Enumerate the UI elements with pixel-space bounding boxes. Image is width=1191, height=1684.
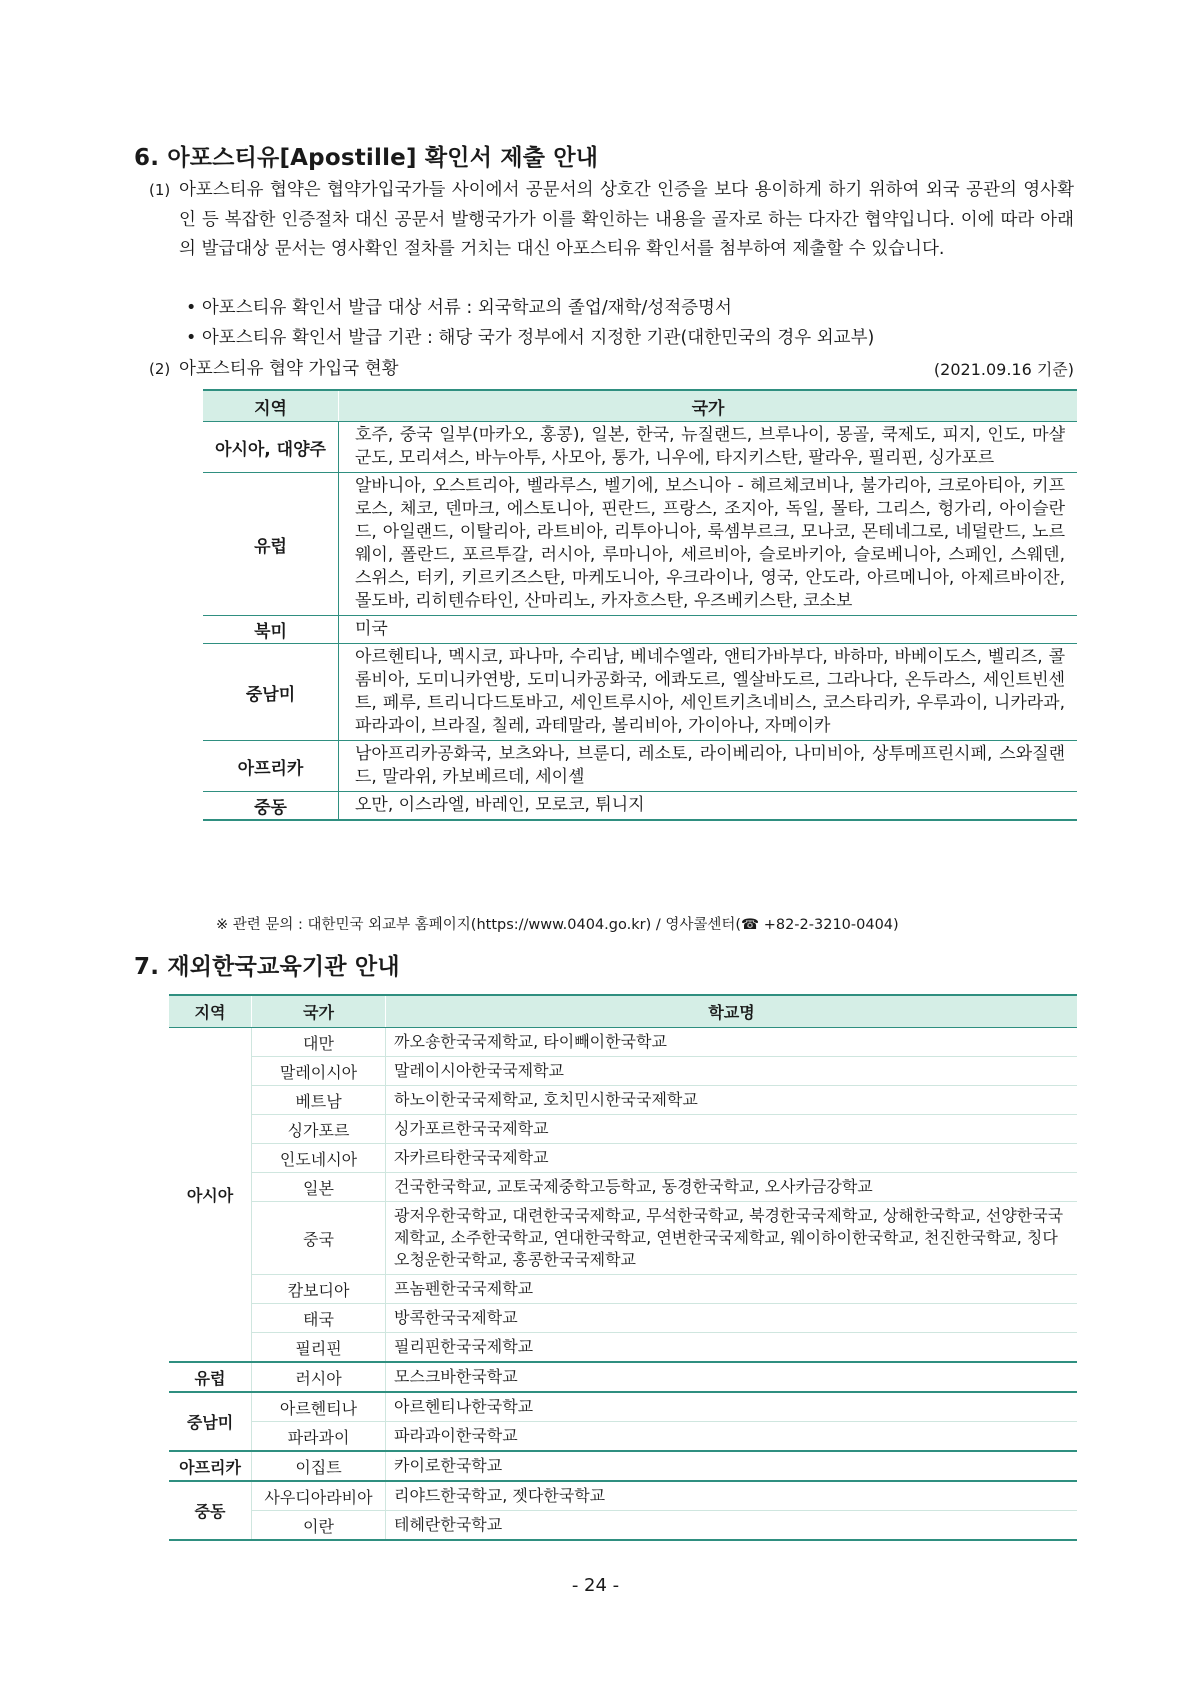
- apostille-member-table: [203, 389, 1077, 821]
- table-row: [169, 1304, 1077, 1333]
- school-cell: 광저우한국학교, 대련한국국제학교, 무석한국학교, 북경한국국제학교, 상해한국학교, 선양한국국제학교, 소주한국학교, 연대한국학교, 연변한국국제학교, 웨이하이한국학교, 천진한국학교, 칭다오청운한국학교, 홍콩한국국제학교: [386, 1202, 1078, 1275]
- table-row: [169, 1202, 1077, 1275]
- paragraph-2-text: 아포스티유 협약 가입국 현황: [179, 359, 399, 379]
- country-cell: 베트남: [252, 1086, 386, 1115]
- countries-cell: 알바니아, 오스트리아, 벨라루스, 벨기에, 보스니아 - 헤르체코비나, 불가리아, 크로아티아, 키프로스, 체코, 덴마크, 에스토니아, 핀란드, 프랑스, 조지아, 독일, 몰타, 그리스, 헝가리, 아이슬란드, 아일랜드, 이탈리아, 라트비아, 리투아니아, 룩셈부르크, 모나코, 몬테네그로, 네덜란드, 노르웨이, 폴란드, 포르투갈, 러시아, 루마니아, 세르비아, 슬로바키아, 슬로베니아, 스페인, 스웨덴, 스위스, 터키, 키르키즈스탄, 마케도니아, 우크라이나, 영국, 안도라, 아르메니아, 아제르바이잔, 몰도바, 리히텐슈타인, 산마리노, 카자흐스탄, 우즈베키스탄, 코소보: [339, 473, 1078, 616]
- table-row: [169, 1362, 1077, 1392]
- header-country: 국가: [339, 390, 1078, 422]
- table-row: [203, 616, 1077, 644]
- countries-cell: 미국: [339, 616, 1078, 644]
- school-cell: 하노이한국국제학교, 호치민시한국국제학교: [386, 1086, 1078, 1115]
- school-cell: 말레이시아한국국제학교: [386, 1057, 1078, 1086]
- region-cell: 유럽: [203, 473, 339, 616]
- table-row: [169, 1392, 1077, 1422]
- school-cell: 파라과이한국학교: [386, 1422, 1078, 1452]
- paragraph-1-number: (1): [149, 181, 171, 199]
- countries-cell: 남아프리카공화국, 보츠와나, 브룬디, 레소토, 라이베리아, 나미비아, 상투메프린시페, 스와질랜드, 말라위, 카보베르데, 세이셸: [339, 741, 1078, 792]
- bullet-issuing-agency: • 아포스티유 확인서 발급 기관 : 해당 국가 정부에서 지정한 기관(대한민국의 경우 외교부): [186, 328, 875, 348]
- school-cell: 필리핀한국국제학교: [386, 1333, 1078, 1363]
- school-cell: 방콕한국국제학교: [386, 1304, 1078, 1333]
- region-cell: 유럽: [169, 1362, 252, 1392]
- table-header-row: [169, 995, 1077, 1028]
- table-row: [169, 1511, 1077, 1541]
- region-cell: 아시아: [169, 1028, 252, 1363]
- header-region: 지역: [203, 390, 339, 422]
- paragraph-1-text: 아포스티유 협약은 협약가입국가들 사이에서 공문서의 상호간 인증을 보다 용이하게 하기 위하여 외국 공관의 영사확인 등 복잡한 인증절차 대신 공문서 발행국가가 이를 확인하는 내용을 골자로 하는 다자간 협약입니다. 이에 따라 아래의 발급대상 문서는 영사확인 절차를 거치는 대신 아포스티유 확인서를 첨부하여 제출할 수 있습니다.: [179, 180, 1074, 259]
- paragraph-2-number: (2): [149, 360, 171, 378]
- table-row: [169, 1057, 1077, 1086]
- table-row: [169, 1481, 1077, 1511]
- countries-cell: 호주, 중국 일부(마카오, 홍콩), 일본, 한국, 뉴질랜드, 브루나이, 몽골, 쿡제도, 피지, 인도, 마샬군도, 모리셔스, 바누아투, 사모아, 통가, 니우에, 타지키스탄, 팔라우, 필리핀, 싱가포르: [339, 422, 1078, 473]
- school-cell: 까오숑한국국제학교, 타이빼이한국학교: [386, 1028, 1078, 1057]
- region-cell: 중남미: [169, 1392, 252, 1451]
- header-region: 지역: [169, 995, 252, 1028]
- country-cell: 파라과이: [252, 1422, 386, 1452]
- section-6-title: 6. 아포스티유[Apostille] 확인서 제출 안내: [134, 145, 599, 171]
- table-row: [169, 1275, 1077, 1304]
- table-row: [169, 1173, 1077, 1202]
- paragraph-2: [149, 355, 1074, 385]
- table-row: [169, 1115, 1077, 1144]
- country-cell: 말레이시아: [252, 1057, 386, 1086]
- inquiry-note: ※ 관련 문의 : 대한민국 외교부 홈페이지(https://www.0404.go.kr) / 영사콜센터(☎ +82-2-3210-0404): [216, 917, 899, 933]
- table-header-row: [203, 390, 1077, 422]
- region-cell: 아프리카: [203, 741, 339, 792]
- country-cell: 캄보디아: [252, 1275, 386, 1304]
- overseas-school-table: [169, 994, 1077, 1541]
- table-row: [169, 1422, 1077, 1452]
- paragraph-1: [149, 176, 1074, 259]
- region-cell: 중동: [203, 792, 339, 821]
- region-cell: 중동: [169, 1481, 252, 1540]
- table-row: [203, 473, 1077, 616]
- table-row: [203, 422, 1077, 473]
- country-cell: 이집트: [252, 1451, 386, 1481]
- section-7-title: 7. 재외한국교육기관 안내: [134, 954, 400, 980]
- school-table-body: [169, 1028, 1077, 1541]
- country-cell: 사우디아라비아: [252, 1481, 386, 1511]
- countries-cell: 아르헨티나, 멕시코, 파나마, 수리남, 베네수엘라, 앤티가바부다, 바하마, 바베이도스, 벨리즈, 콜롬비아, 도미니카연방, 도미니카공화국, 에콰도르, 엘살바도르, 그라나다, 온두라스, 세인트빈센트, 페루, 트리니다드토바고, 세인트루시아, 세인트키츠네비스, 코스타리카, 우루과이, 니카라과, 파라과이, 브라질, 칠레, 과테말라, 볼리비아, 가이아나, 자메이카: [339, 644, 1078, 741]
- school-cell: 자카르타한국국제학교: [386, 1144, 1078, 1173]
- table-row: [169, 1028, 1077, 1057]
- school-cell: 프놈펜한국국제학교: [386, 1275, 1078, 1304]
- school-cell: 리야드한국학교, 젯다한국학교: [386, 1481, 1078, 1511]
- country-cell: 러시아: [252, 1362, 386, 1392]
- country-cell: 대만: [252, 1028, 386, 1057]
- country-cell: 아르헨티나: [252, 1392, 386, 1422]
- country-cell: 태국: [252, 1304, 386, 1333]
- school-cell: 테헤란한국학교: [386, 1511, 1078, 1541]
- countries-cell: 오만, 이스라엘, 바레인, 모로코, 튀니지: [339, 792, 1078, 821]
- table-row: [169, 1086, 1077, 1115]
- region-cell: 아프리카: [169, 1451, 252, 1481]
- school-cell: 카이로한국학교: [386, 1451, 1078, 1481]
- table-row: [169, 1144, 1077, 1173]
- country-cell: 싱가포르: [252, 1115, 386, 1144]
- school-cell: 모스크바한국학교: [386, 1362, 1078, 1392]
- table-row: [169, 1451, 1077, 1481]
- country-cell: 중국: [252, 1202, 386, 1275]
- page-number: - 24 -: [571, 1575, 620, 1596]
- school-cell: 싱가포르한국국제학교: [386, 1115, 1078, 1144]
- region-cell: 북미: [203, 616, 339, 644]
- country-cell: 일본: [252, 1173, 386, 1202]
- school-cell: 아르헨티나한국학교: [386, 1392, 1078, 1422]
- region-cell: 아시아, 대양주: [203, 422, 339, 473]
- country-cell: 필리핀: [252, 1333, 386, 1363]
- country-cell: 이란: [252, 1511, 386, 1541]
- header-country: 국가: [252, 995, 386, 1028]
- header-school: 학교명: [386, 995, 1078, 1028]
- school-cell: 건국한국학교, 교토국제중학고등학교, 동경한국학교, 오사카금강학교: [386, 1173, 1078, 1202]
- reference-date: (2021.09.16 기준): [933, 360, 1074, 379]
- table-row: [169, 1333, 1077, 1363]
- country-cell: 인도네시아: [252, 1144, 386, 1173]
- bullet-target-documents: • 아포스티유 확인서 발급 대상 서류 : 외국학교의 졸업/재학/성적증명서: [186, 298, 732, 318]
- region-cell: 중남미: [203, 644, 339, 741]
- table-row: [203, 644, 1077, 741]
- table-row: [203, 741, 1077, 792]
- table-row: [203, 792, 1077, 821]
